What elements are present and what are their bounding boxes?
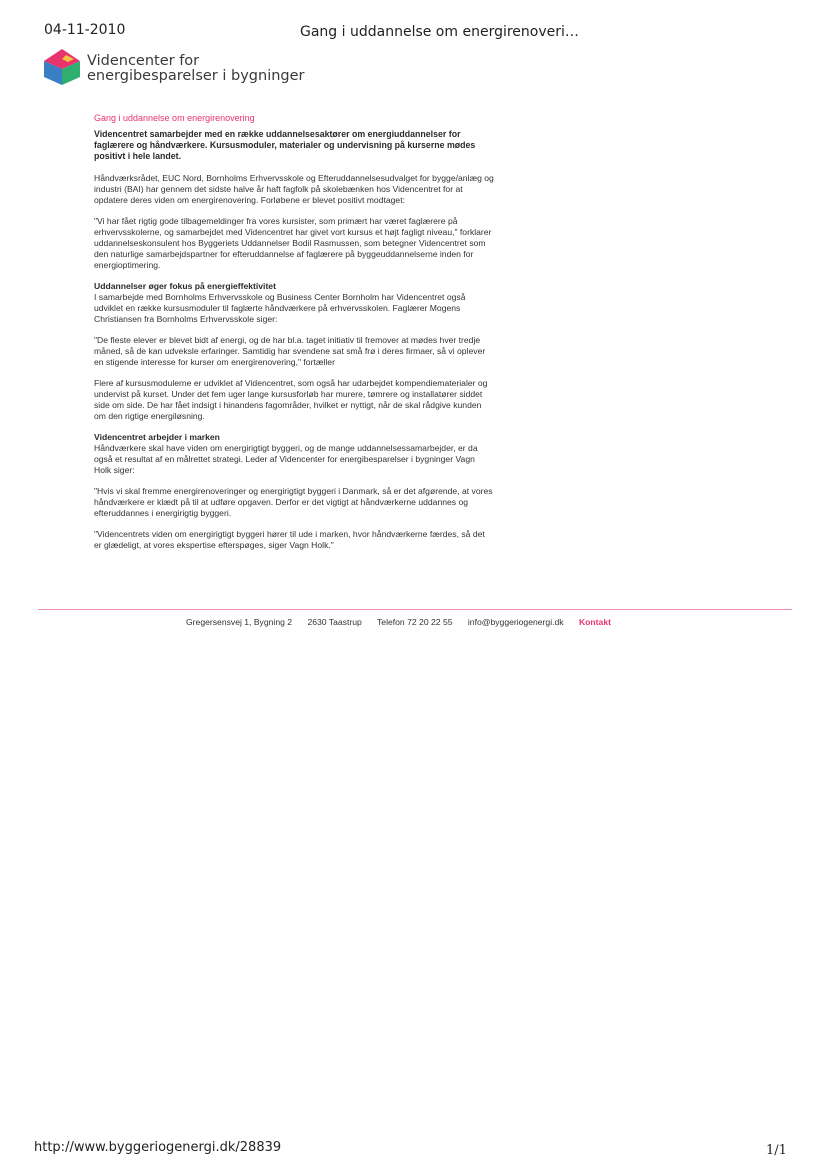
article-paragraph: Håndværkere skal have viden om energirigtigt byggeri, og de mange uddannelsessamarbejder, er da også et resultat af en målrettet strategi. Leder af Videncenter for energibesparelser i bygninger Vagn Holk siger:	[94, 443, 478, 475]
footer-email-link[interactable]: info@byggeriogenergi.dk	[467, 617, 564, 627]
house-logo-icon[interactable]	[42, 47, 82, 87]
print-date: 04-11-2010	[44, 22, 126, 38]
print-page-title: Gang i uddannelse om energirenoveri…	[300, 24, 579, 40]
site-footer	[186, 617, 611, 627]
contact-link[interactable]: Kontakt	[578, 617, 611, 627]
article-paragraph: Flere af kursusmodulerne er udviklet af Videncentret, som også har udarbejdet kompendiematerialer og undervist på kurset. Under det fem uger lange kursusforløb har murere, tømrere og installatører siddet side om side. De har fået indsigt i hinandens fagområder, hvilket er nyttigt, når de skal rådgive kunden om den rigtige energiløsning.	[94, 378, 488, 421]
footer-address: Gregersensvej 1, Bygning 2	[186, 617, 293, 627]
site-logo-text[interactable]	[87, 54, 305, 84]
logo-line-2: energibesparelser i bygninger	[87, 68, 305, 84]
logo-line-1: Videncenter for	[87, 53, 200, 69]
article-paragraph: "Videncentrets viden om energirigtigt byggeri hører til ude i marken, hvor håndværkerne færdes, så det er glædeligt, at vores ekspertise efterspøges, siger Vagn Holk."	[94, 529, 485, 550]
footer-divider	[38, 609, 792, 610]
article-subheading: Videncentret arbejder i marken	[94, 432, 220, 442]
article-lead: Videncentret samarbejder med en række uddannelsesaktører om energiuddannelser for faglærere og håndværkere. Kursusmoduler, materialer og undervisning på kurserne mødes positivt i hele landet.	[94, 129, 476, 161]
article-paragraph: I samarbejde med Bornholms Erhvervsskole og Business Center Bornholm har Videncentret også udviklet en række kursusmoduler til faglærte håndværkere på erhvervsskolen. Faglærer Mogens Christiansen fra Bornholms Erhvervsskole siger:	[94, 292, 466, 324]
article-subheading: Uddannelser øger fokus på energieffektivitet	[94, 281, 276, 291]
article-paragraph: "Vi har fået rigtig gode tilbagemeldinger fra vores kursister, som primært har været faglærere på erhvervsskolerne, og samarbejdet med Videncentret har givet vort kursus et højt fagligt niveau," forklarer uddannelseskonsulent hos Byggeriets Uddannelser Bodil Rasmussen, som betegner Videncentret som den naturlige samarbejdspartner for efteruddannelse af faglærere på byggeuddannelserne inden for energioptimering.	[94, 216, 492, 270]
article-paragraph: "Hvis vi skal fremme energirenoveringer og energirigtigt byggeri i Danmark, så er det afgørende, at vores håndværkere er klædt på til at udføre opgaven. Derfor er det vigtigt at håndværkerne uddannes og efteruddannes i energirigtig byggeri.	[94, 486, 493, 518]
print-page-number: 1/1	[766, 1143, 787, 1158]
article-paragraph: Håndværksrådet, EUC Nord, Bornholms Erhvervsskole og Efteruddannelsesudvalget for bygge/anlæg og industri (BAI) har gennem det sidste halve år haft fagfolk på skolebænken hos Videncentret for at opdatere deres viden om energirenovering. Forløbene er blevet positivt modtaget:	[94, 173, 494, 205]
article-heading: Gang i uddannelse om energirenovering	[94, 113, 255, 123]
footer-city: 2630 Taastrup	[307, 617, 362, 627]
article-body	[94, 113, 494, 561]
article-paragraph: "De fleste elever er blevet bidt af energi, og de har bl.a. taget initiativ til fremover at mødes hver tredje måned, så de kan udveksle erfaringer. Samtidig har svendene sat små frø i deres firmaer, så vi oplever en stigende interesse for kurser om energirenovering," fortæller	[94, 335, 486, 367]
print-url: http://www.byggeriogenergi.dk/28839	[34, 1140, 282, 1155]
footer-phone: Telefon 72 20 22 55	[377, 617, 453, 627]
